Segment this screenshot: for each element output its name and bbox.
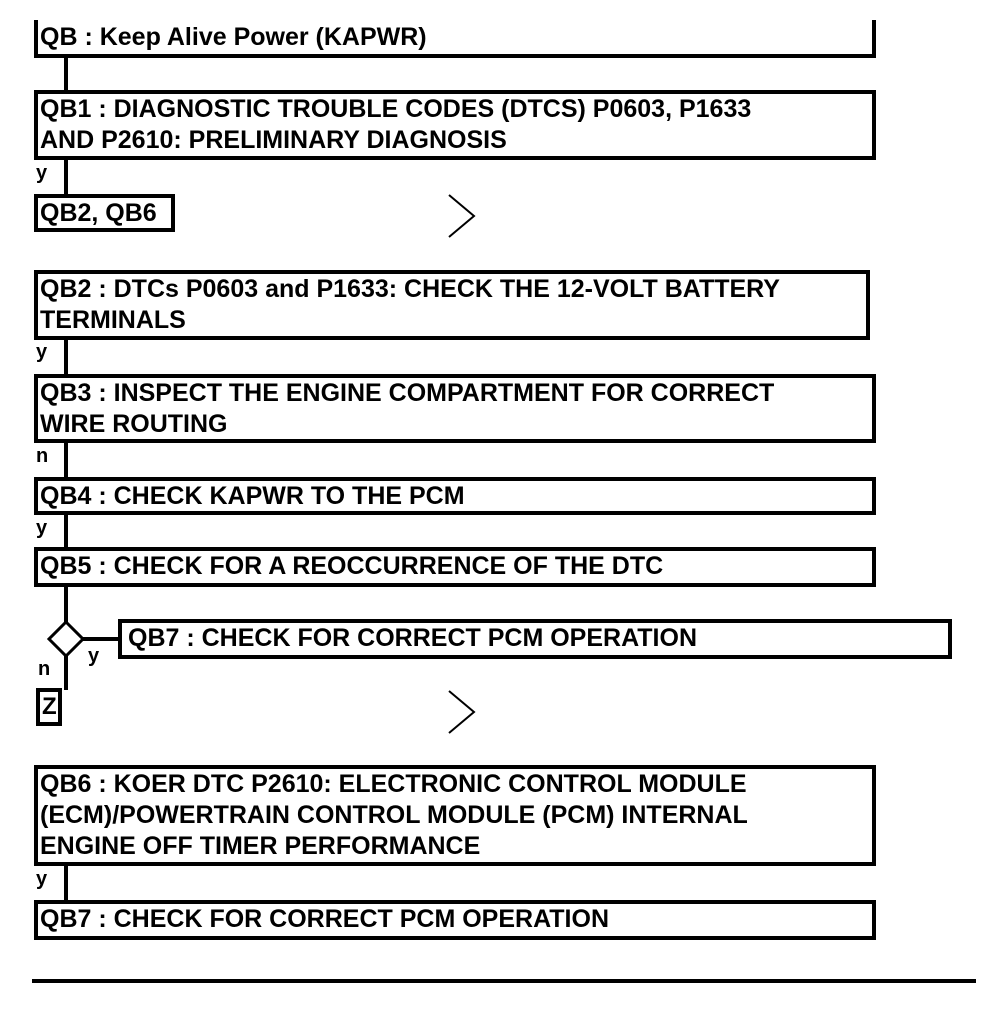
node-qb7-branch-line-1: QB7 : CHECK FOR CORRECT PCM OPERATION [128, 624, 697, 652]
node-qb6 [34, 765, 876, 866]
node-z [36, 688, 62, 726]
edge-label-qb3-qb4: n [36, 445, 49, 467]
node-qb2 [34, 270, 870, 340]
page-break-chevron-1 [449, 195, 474, 237]
edge-label-qb4-qb5: y [36, 517, 48, 539]
node-qb4-line-1: QB4 : CHECK KAPWR TO THE PCM [40, 482, 465, 510]
edge-label-decision-no: n [38, 658, 51, 680]
node-qb2-line-1: QB2 : DTCs P0603 and P1633: CHECK THE 12-VOLT BATTERY [40, 275, 780, 303]
page-break-chevron-2 [449, 691, 474, 733]
node-qb2-qb6-ref [34, 194, 175, 232]
node-qb1 [34, 90, 876, 160]
node-qb3-line-1: QB3 : INSPECT THE ENGINE COMPARTMENT FOR CORRECT [40, 379, 775, 407]
node-qb3-line-2: WIRE ROUTING [40, 410, 228, 438]
node-qb6-line-2: (ECM)/POWERTRAIN CONTROL MODULE (PCM) INTERNAL [40, 801, 748, 829]
node-qb5-line-1: QB5 : CHECK FOR A REOCCURRENCE OF THE DTC [40, 552, 664, 580]
node-qb7 [34, 900, 876, 940]
node-qb7-line-1: QB7 : CHECK FOR CORRECT PCM OPERATION [40, 905, 609, 933]
node-qb [34, 20, 876, 58]
node-qb1-line-2: AND P2610: PRELIMINARY DIAGNOSIS [40, 126, 507, 154]
node-qb6-line-1: QB6 : KOER DTC P2610: ELECTRONIC CONTROL MODULE [40, 770, 747, 798]
edge-label-qb6-qb7: y [36, 868, 48, 890]
edge-label-qb1-ref: y [36, 162, 48, 184]
node-qb7-branch [118, 619, 952, 659]
node-qb6-line-3: ENGINE OFF TIMER PERFORMANCE [40, 832, 481, 860]
node-qb4 [34, 477, 876, 515]
node-qb-line-1: QB : Keep Alive Power (KAPWR) [40, 23, 427, 51]
node-z-line-1: Z [42, 693, 57, 720]
node-qb1-line-1: QB1 : DIAGNOSTIC TROUBLE CODES (DTCS) P0603, P1633 [40, 95, 752, 123]
node-qb2-qb6-ref-line-1: QB2, QB6 [40, 199, 157, 227]
node-qb3 [34, 374, 876, 443]
decision-diamond [49, 622, 83, 656]
edge-label-qb2-qb3: y [36, 341, 48, 363]
edge-label-decision-yes: y [88, 645, 100, 667]
node-qb5 [34, 547, 876, 587]
node-qb2-line-2: TERMINALS [40, 306, 186, 334]
